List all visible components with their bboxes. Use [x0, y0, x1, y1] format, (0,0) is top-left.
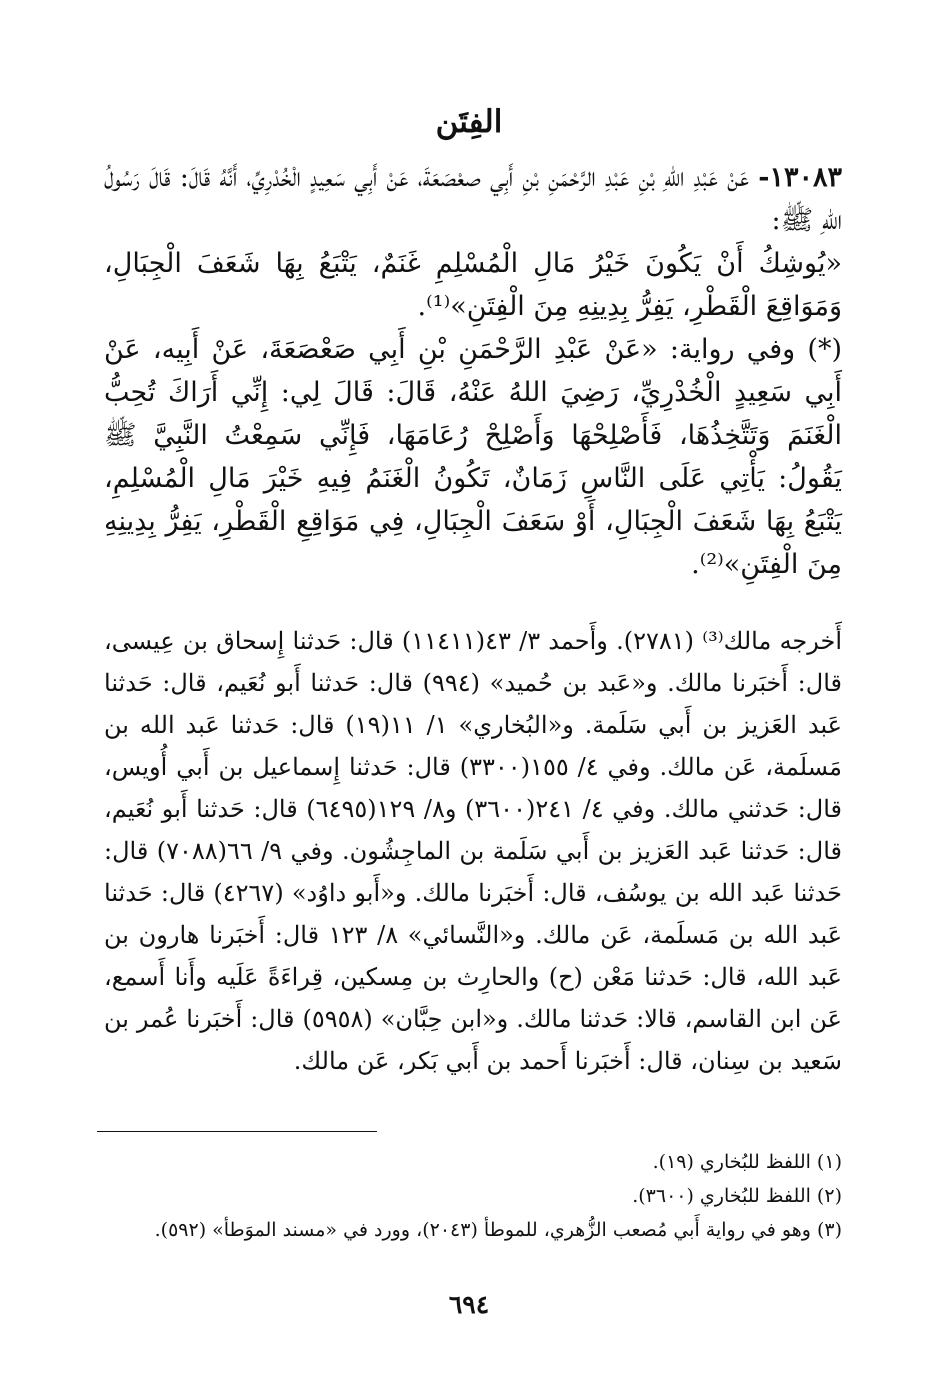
hadith-number: ١٣٠٨٣-: [758, 162, 842, 193]
takhrij-paragraph: أَخرجه مالك⁽³⁾ (٢٧٨١). وأَحمد ٣/ ٤٣(١١٤١١) قال: حَدثنا إِسحاق بن عِيسى، قال: أَخبَرنا مالك. و«عَبد بن حُميد» (٩٩٤) قال: حَدثنا أَبو نُعَيم، قال: حَدثنا عَبد العَزيز بن أَبي سَلَمة. و«البُخاري» ١/ ١١(١٩) قال: حَدثنا عَبد الله بن مَسلَمة، عَن مالك. وفي ٤/ ١٥٥(٣٣٠٠) قال: حَدثنا إِسماعيل بن أَبي أُويس، قال: حَدثني مالك. وفي ٤/ ٢٤١(٣٦٠٠) و٨/ ١٢٩(٦٤٩٥) قال: حَدثنا أَبو نُعَيم، قال: حَدثنا عَبد العَزيز بن أَبي سَلَمة بن الماجِشُون. وفي ٩/ ٦٦(٧٠٨٨) قال: حَدثنا عَبد الله بن يوسُف، قال: أَخبَرنا مالك. و«أَبو داوُد» (٤٢٦٧) قال: حَدثنا عَبد الله بن مَسلَمة، عَن مالك. و«النَّسائي» ٨/ ١٢٣ قال: أَخبَرنا هارون بن عَبد الله، قال: حَدثنا مَعْن (ح) والحارِث بن مِسكين، قِراءَةً عَلَيه وأَنا أَسمع، عَن ابن القاسم، قالا: حَدثنا مالك. و«ابن حِبَّان» (٥٩٥٨) قال: أَخبَرنا عُمر بن سَعيد بن سِنان، قال: أَخبَرنا أَحمد بن أَبي بَكر، عَن مالك.: [104, 627, 843, 1075]
hadith-isnad: عَنْ عَبْدِ اللهِ بْنِ عَبْدِ الرَّحْمَنِ بْنِ أَبِي صعْصَعَةَ، عَنْ أَبِي سَعِيدٍ الْخُدْرِيِّ، أَنَّهُ قَالَ: قَالَ رَسُولُ اللهِ ﷺ:: [104, 162, 842, 236]
footnote-divider: [97, 1131, 377, 1132]
footnote-3: (٣) وهو في رواية أَبي مُصعب الزُّهري، للموطأ (٢٠٤٣)، وورد في «مسند الموَطأ» (٥٩٢).: [154, 1219, 842, 1241]
footnote-2: (٢) اللفظ للبُخاري (٣٦٠٠).: [632, 1185, 842, 1207]
hadith-riwaya: (*) وفي رواية: «عَنْ عَبْدِ الرَّحْمَنِ بْنِ أَبِي صَعْصَعَةَ، عَنْ أَبِيه، عَنْ أَبِي سَعِيدٍ الْخُدْرِيِّ، رَضِيَ اللهُ عَنْهُ، قَالَ: قَالَ لِي: إِنِّي أَرَاكَ تُحِبُّ الْغَنَمَ وَتَتَّخِذُهَا، فَأَصْلِحْهَا وَأَصْلِحْ رُعَامَهَا، فَإِنِّي سَمِعْتُ النَّبِيَّ ﷺ يَقُولُ: يَأْتِي عَلَى النَّاسِ زَمَانٌ، تَكُونُ الْغَنَمُ فِيهِ خَيْرَ مَالِ الْمُسْلِمِ، يَتْبَعُ بِهَا شَعَفَ الْجِبَالِ، أَوْ سَعَفَ الْجِبَالِ، فِي مَوَاقِعِ الْقَطْرِ، يَفِرُّ بِدِينِهِ مِنَ الْفِتَنِ»⁽²⁾.: [104, 334, 842, 580]
page-number: ٦٩٤: [448, 1290, 490, 1319]
hadith-body: [104, 156, 842, 586]
hadith-matn: «يُوشِكُ أَنْ يَكُونَ خَيْرُ مَالِ الْمُسْلِمِ غَنَمٌ، يَتْبَعُ بِهَا شَعَفَ الْجِبَالِ، وَمَوَاقِعَ الْقَطْرِ، يَفِرُّ بِدِينِهِ مِنَ الْفِتَنِ»⁽¹⁾.: [104, 248, 842, 322]
chapter-title: الفِتَن: [435, 104, 503, 140]
hadith-isnad-paragraph: [104, 156, 842, 242]
footnote-1: (١) اللفظ للبُخاري (١٩).: [652, 1151, 842, 1173]
footnotes: [102, 1145, 842, 1247]
